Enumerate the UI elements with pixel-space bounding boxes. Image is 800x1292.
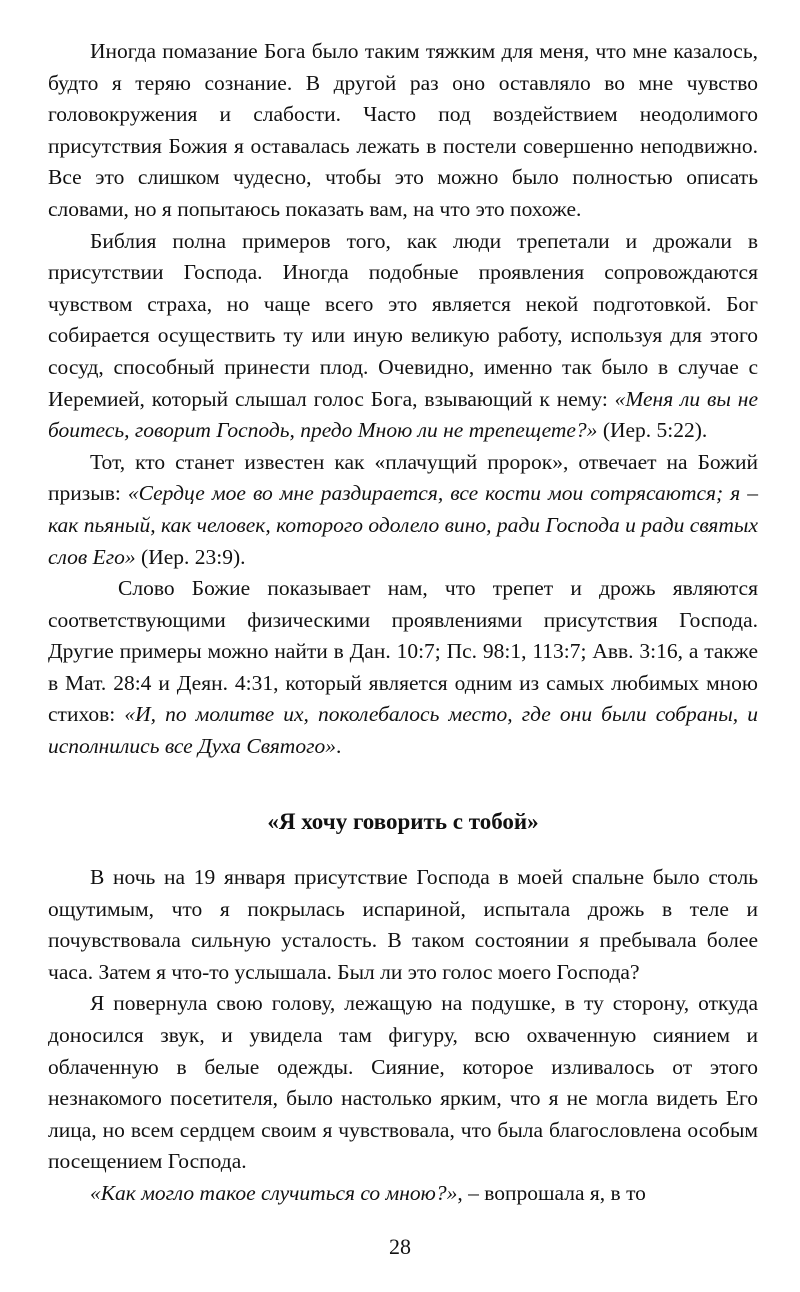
page-number: 28 [389, 1234, 411, 1259]
paragraph [48, 226, 758, 447]
paragraph-text: Тот, кто станет известен как «плачущий пророк», отвечает на Божий призыв: [48, 449, 758, 506]
paragraph [48, 573, 758, 763]
quote-text: «И, по молитве их, поколебалось место, где они были собраны, и исполнились все Духа Святого» [48, 702, 758, 759]
paragraph-text: Иногда помазание Бога было таким тяжким для меня, что мне казалось, будто я теряю сознание. В другой раз оно оставляло во мне чувство головокружения и слабости. Часто под воздействием неодолимого присутствия Божия я оставалась лежать в постели совершенно неподвижно. Все это слишком чудесно, чтобы это можно было полностью описать словами, но я попытаюсь показать вам, на что это похоже. [48, 39, 758, 221]
paragraph-text: В ночь на 19 января присутствие Господа в моей спальне было столь ощутимым, что я покрылась испариной, испытала дрожь в теле и почувствовала сильную усталость. В таком состоянии я пребывала более часа. Затем я что-то услышала. Был ли это голос моего Господа? [48, 865, 758, 984]
paragraph-text: , – вопрошала я, в то [457, 1180, 646, 1205]
paragraph [48, 862, 758, 988]
text-block-bottom [48, 862, 758, 1210]
text-block-top [48, 36, 758, 763]
quote-text: «Меня ли вы не боитесь, говорит Господь, предо Мною ли не трепещете?» [48, 386, 758, 443]
paragraph-text: (Иер. 23:9). [135, 544, 246, 569]
paragraph [48, 988, 758, 1178]
paragraph [48, 36, 758, 226]
paragraph-text: Слово Божие показывает нам, что трепет и дрожь являются соответствующими физическими проявлениями присутствия Господа. Другие примеры можно найти в Дан. 10:7; Пс. 98:1, 113:7; Авв. 3:16, а также в Мат. 28:4 и Деян. 4:31, который является одним из самых любимых мною стихов: [48, 576, 758, 727]
paragraph [48, 447, 758, 573]
paragraph-text: Я повернула свою голову, лежащую на подушке, в ту сторону, откуда доносился звук, и увидела там фигуру, всю охваченную сиянием и облаченную в белые одежды. Сияние, которое изливалось от этого незнакомого посетителя, было настолько ярким, что я не могла видеть Его лица, но всем сердцем своим я чувствовала, что была благословлена особым посещением Господа. [48, 991, 758, 1174]
paragraph-text: Библия полна примеров того, как люди трепетали и дрожали в присутствии Господа. Иногда подобные проявления сопровождаются чувством страха, но чаще всего это является некой подготовкой. Бог собирается осуществить ту или иную великую работу, используя для этого сосуд, способный принести плод. Очевидно, именно так было в случае с Иеремией, который слышал голос Бога, взывающий к нему: [48, 228, 758, 411]
paragraph [48, 1178, 758, 1210]
paragraph-text: (Иер. 5:22). [597, 418, 708, 443]
paragraph-text: . [335, 734, 342, 759]
quote-text: «Как могло такое случиться со мною?» [90, 1180, 458, 1205]
section-heading: «Я хочу говорить с тобой» [267, 809, 539, 834]
quote-text: «Сердце мое во мне раздирается, все кости мои сотрясаются; я – как пьяный, как человек, которого одолело вино, ради Господа и ради святых слов Его» [48, 481, 759, 569]
